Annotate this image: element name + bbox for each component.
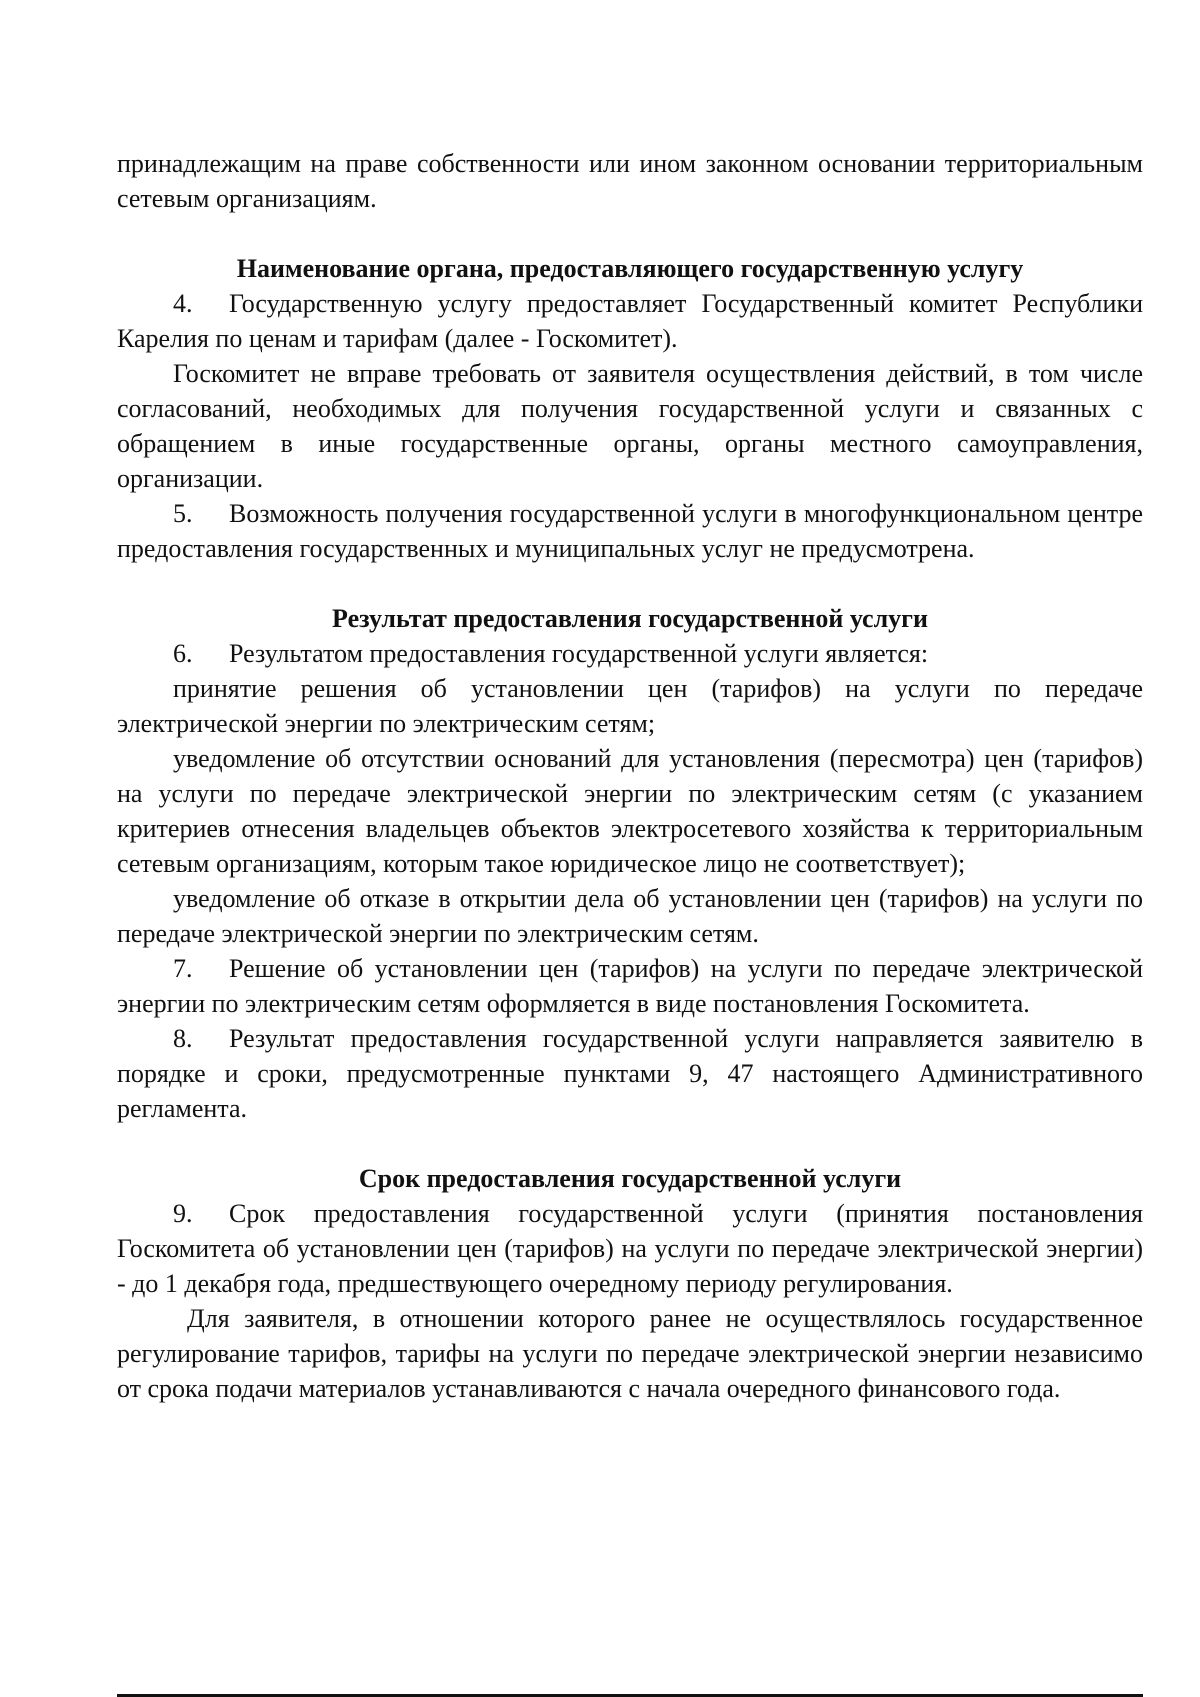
heading-term: Срок предоставления государственной услуги xyxy=(358,1164,902,1193)
item-number-4: 4. xyxy=(173,289,193,318)
paragraph-6 xyxy=(117,636,1143,671)
paragraph-6-item-c: уведомление об отказе в открытии дела об установлении цен (тарифов) на услуги по передаче электрической энергии по электрическим сетям. xyxy=(117,884,1143,948)
item-number-7: 7. xyxy=(173,954,193,983)
paragraph-4 xyxy=(117,286,1143,356)
paragraph-9-text: Срок предоставления государственной услуги (принятия постановления Госкомитета об установлении цен (тарифов) на услуги по передаче электрической энергии) - до 1 декабря года, предшествующего очередному периоду регулирования. xyxy=(117,1199,1143,1298)
item-number-8: 8. xyxy=(173,1024,193,1053)
paragraph-6-text: Результатом предоставления государственной услуги является: xyxy=(229,639,929,668)
paragraph-6-item-b: уведомление об отсутствии оснований для установления (пересмотра) цен (тарифов) на услуги по передаче электрической энергии по электрическим сетям (с указанием критериев отнесения владельцев объектов электросетевого хозяйства к территориальным сетевым организациям, которым такое юридическое лицо не соответствует); xyxy=(117,744,1143,878)
paragraph-9 xyxy=(117,1196,1143,1301)
paragraph-7-text: Решение об установлении цен (тарифов) на услуги по передаче электрической энергии по электрическим сетям оформляется в виде постановления Госкомитета. xyxy=(117,954,1143,1018)
item-number-9: 9. xyxy=(173,1199,193,1228)
item-number-5: 5. xyxy=(173,499,193,528)
paragraph-6-item-a: принятие решения об установлении цен (тарифов) на услуги по передаче электрической энергии по электрическим сетям; xyxy=(117,674,1143,738)
paragraph-intro: принадлежащим на праве собственности или ином законном основании территориальным сетевым организациям. xyxy=(117,149,1143,213)
paragraph-7 xyxy=(117,951,1143,1021)
document-body xyxy=(117,146,1143,1406)
item-number-6: 6. xyxy=(173,639,193,668)
paragraph-5 xyxy=(117,496,1143,566)
heading-result: Результат предоставления государственной услуги xyxy=(332,604,928,633)
paragraph-4-continued: Госкомитет не вправе требовать от заявителя осуществления действий, в том числе согласований, необходимых для получения государственной услуги и связанных с обращением в иные государственные органы, органы местного самоуправления, организации. xyxy=(117,359,1143,493)
spacer xyxy=(117,1126,1143,1161)
paragraph-9-continued: Для заявителя, в отношении которого ранее не осуществлялось государственное регулирование тарифов, тарифы на услуги по передаче электрической энергии независимо от срока подачи материалов устанавливаются с начала очередного финансового года. xyxy=(117,1304,1143,1403)
spacer xyxy=(117,216,1143,251)
paragraph-4-text: Государственную услугу предоставляет Государственный комитет Республики Карелия по ценам и тарифам (далее - Госкомитет). xyxy=(117,289,1143,353)
paragraph-5-text: Возможность получения государственной услуги в многофункциональном центре предоставления государственных и муниципальных услуг не предусмотрена. xyxy=(117,499,1143,563)
spacer xyxy=(117,566,1143,601)
paragraph-8-text: Результат предоставления государственной услуги направляется заявителю в порядке и сроки, предусмотренные пунктами 9, 47 настоящего Административного регламента. xyxy=(117,1024,1143,1123)
paragraph-8 xyxy=(117,1021,1143,1126)
heading-authority: Наименование органа, предоставляющего государственную услугу xyxy=(236,254,1024,283)
